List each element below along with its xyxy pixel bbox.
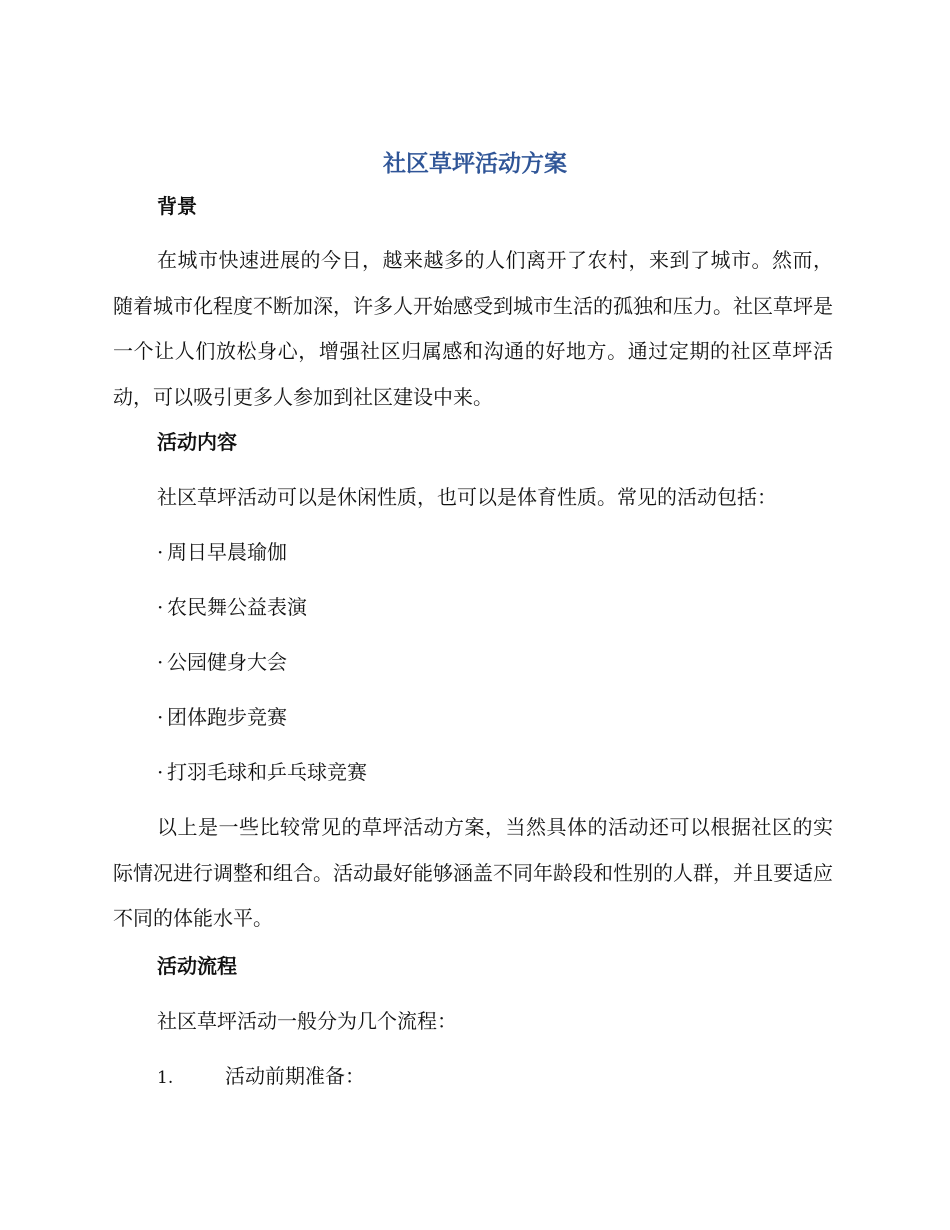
list-item [157, 592, 307, 622]
bullet-icon: · [157, 760, 164, 784]
section-heading-background: 背景 [157, 194, 197, 218]
list-item [157, 757, 367, 787]
list-item-label: 农民舞公益表演 [167, 595, 307, 619]
list-item-label: 公园健身大会 [167, 650, 287, 674]
bullet-icon: · [157, 650, 164, 674]
content-closing-paragraph: 以上是一些比较常见的草坪活动方案，当然具体的活动还可以根据社区的实际情况进行调整和组合。活动最好能够涵盖不同年龄段和性别的人群，并且要适应不同的体能水平。 [113, 815, 833, 930]
section-heading-process: 活动流程 [157, 954, 237, 978]
process-intro: 社区草坪活动一般分为几个流程： [157, 1009, 457, 1033]
bullet-icon: · [157, 595, 164, 619]
list-item-label: 团体跑步竞赛 [167, 705, 287, 729]
list-item-label: 打羽毛球和乒乓球竞赛 [167, 760, 367, 784]
list-item-label: 周日早晨瑜伽 [167, 540, 287, 564]
section-heading-content: 活动内容 [157, 430, 237, 454]
list-number: 1. [157, 1068, 174, 1088]
bullet-icon: · [157, 705, 164, 729]
content-intro: 社区草坪活动可以是休闲性质，也可以是体育性质。常见的活动包括： [157, 485, 777, 509]
numbered-list-item [157, 1061, 365, 1093]
document-title: 社区草坪活动方案 [383, 151, 567, 177]
background-paragraph: 在城市快速进展的今日，越来越多的人们离开了农村，来到了城市。然而，随着城市化程度不断加深，许多人开始感受到城市生活的孤独和压力。社区草坪是一个让人们放松身心，增强社区归属感和沟通的好地方。通过定期的社区草坪活动，可以吸引更多人参加到社区建设中来。 [113, 248, 833, 409]
bullet-icon: · [157, 540, 164, 564]
list-item [157, 702, 287, 732]
list-item [157, 647, 287, 677]
list-item-label: 活动前期准备： [225, 1064, 365, 1088]
list-item [157, 537, 287, 567]
